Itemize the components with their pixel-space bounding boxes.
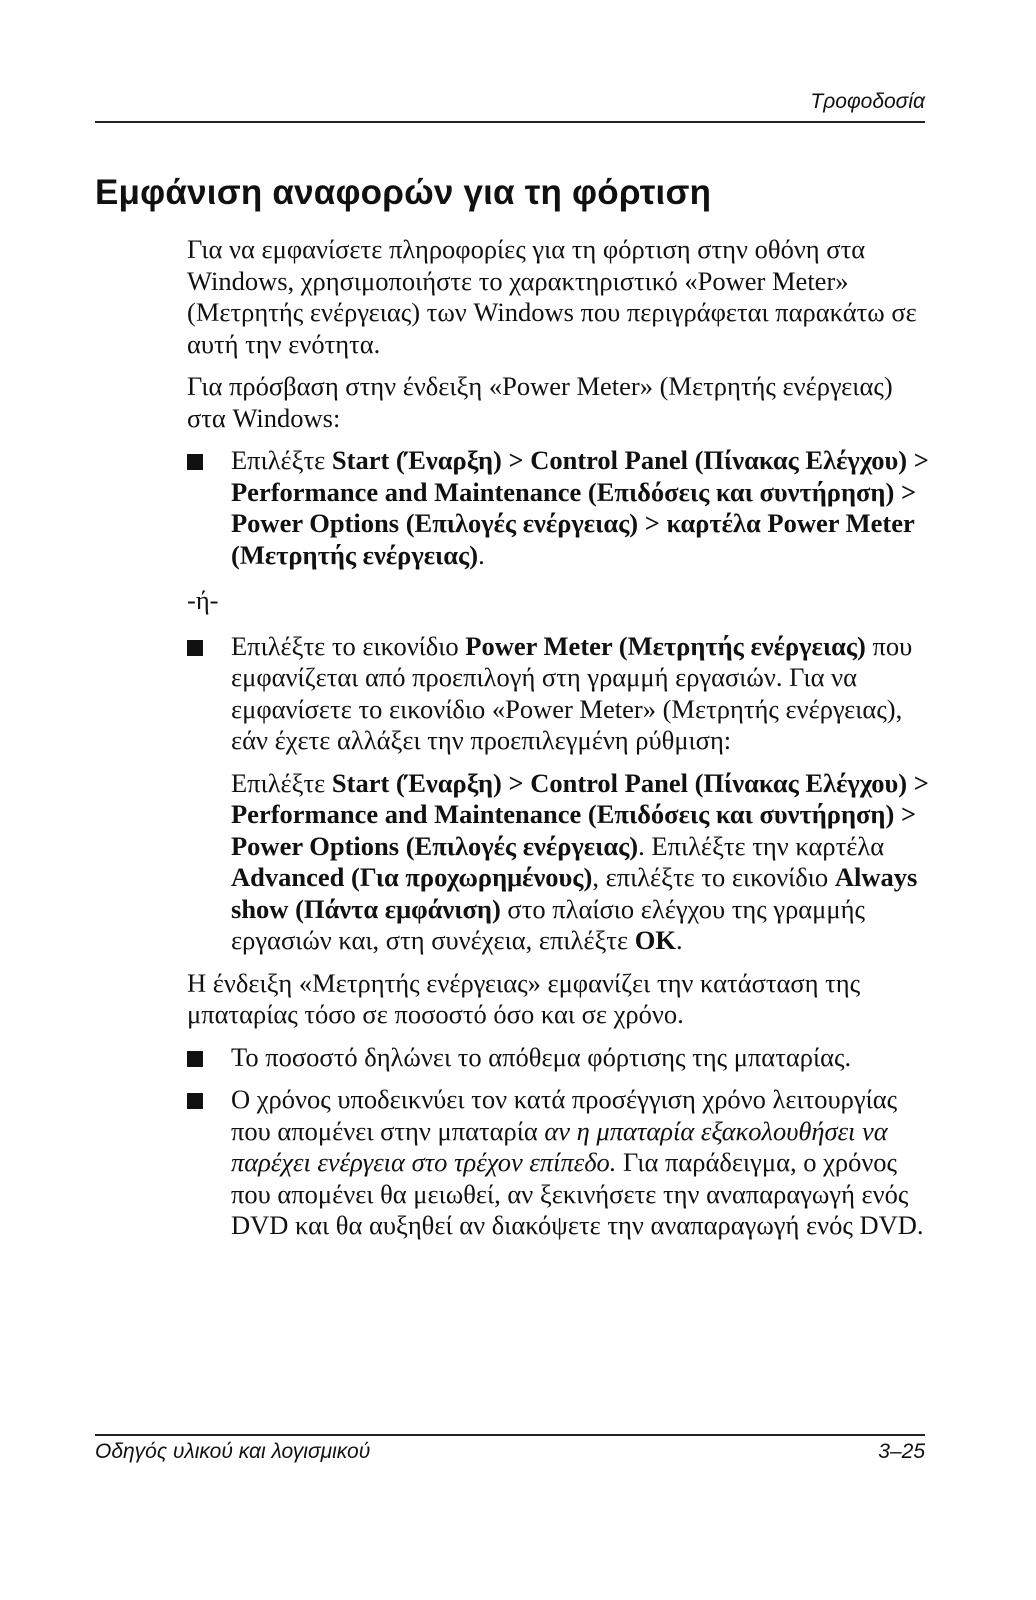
body-text — [187, 234, 932, 1242]
bullet-item-start-menu: Επιλέξτε Start (Έναρξη) > Control Panel (Πίνακας Ελέγχου) > Performance and Maintenance (Επιδόσεις και συντήρηση) > Power Options (Επιλογές ενέργειας) > καρτέλα Power Meter (Μετρητής ενέργειας). — [187, 445, 932, 571]
square-bullet-icon — [187, 640, 203, 656]
menu-path-control-panel: Control Panel (Πίνακας Ελέγχου) — [530, 445, 908, 475]
bullet-item-percentage: Το ποσοστό δηλώνει το απόθεμα φόρτισης της μπαταρίας. — [187, 1042, 932, 1074]
italic-condition: αν η μπαταρία εξακολουθήσει να παρέχει ενέργεια στο τρέχον επίπεδο. — [231, 1115, 888, 1177]
status-paragraph: Η ένδειξη «Μετρητής ενέργειας» εμφανίζει την κατάσταση της μπαταρίας τόσο σε ποσοστό όσο και σε χρόνο. — [187, 967, 861, 1029]
power-meter-icon-label: Power Meter (Μετρητής ενέργειας) — [465, 630, 866, 661]
menu-path-power-options: Power Options (Επιλογές ενέργειας) — [231, 508, 639, 538]
bullet-item-taskbar-icon: Επιλέξτε το εικονίδιο Power Meter (Μετρητής ενέργειας) που εμφανίζεται από προεπιλογή στη γραμμή εργασιών. Για να εμφανίσετε το εικονίδιο «Power Meter» (Μετρητής ενέργειας), εάν έχετε αλλάξει την προεπιλεγμένη ρύθμιση: — [187, 631, 932, 757]
bullet-item-time: Ο χρόνος υποδεικνύει τον κατά προσέγγιση χρόνο λειτουργίας που απομένει στην μπαταρία αν η μπαταρία εξακολουθήσει να παρέχει ενέργεια στο τρέχον επίπεδο. Για παράδειγμα, ο χρόνος που απομένει θα μειωθεί, αν ξεκινήσετε την αναπαραγωγή ενός DVD και θα αυξηθεί αν διακόψετε την αναπαραγωγή ενός DVD. — [187, 1084, 932, 1242]
menu-path-start: Start (Έναρξη) — [331, 445, 502, 475]
header-rule — [95, 121, 925, 123]
ok-label: OK — [634, 925, 676, 955]
footer-manual-title: Οδηγός υλικού και λογισμικού — [95, 1440, 371, 1463]
square-bullet-icon — [187, 1051, 203, 1067]
advanced-tab-label: Advanced (Για προχωρημένους) — [231, 862, 593, 892]
menu-path-power-meter-tab: καρτέλα Power Meter (Μετρητής ενέργειας) — [231, 508, 915, 570]
menu-path-performance: Performance and Maintenance (Επιδόσεις και συντήρηση) — [231, 476, 895, 507]
sub-instructions: Επιλέξτε Start (Έναρξη) > Control Panel (Πίνακας Ελέγχου) > Performance and Maintenance (Επιδόσεις και συντήρηση) > Power Options (Επιλογές ενέργειας). Επιλέξτε την καρτέλα Advanced (Για προχωρημένους), επιλέξτε το εικονίδιο Always show (Πάντα εμφάνιση) στο πλαίσιο ελέγχου της γραμμής εργασιών και, στη συνέχεια, επιλέξτε OK. — [231, 767, 929, 955]
intro-paragraph: Για να εμφανίσετε πληροφορίες για τη φόρτιση στην οθόνη στα Windows, χρησιμοποιήστε το χαρακτηριστικό «Power Meter» (Μετρητής ενέργειας) των Windows που περιγράφεται παρακάτω σε αυτή την ενότητα. — [187, 234, 917, 359]
page-number: 3–25 — [878, 1440, 925, 1463]
running-head: Τροφοδοσία — [810, 90, 925, 113]
section-title: Εμφάνιση αναφορών για τη φόρτιση — [95, 173, 712, 212]
square-bullet-icon — [187, 454, 203, 470]
always-show-label: Always show (Πάντα εμφάνιση) — [231, 862, 918, 924]
footer-rule — [95, 1434, 925, 1436]
access-paragraph: Για πρόσβαση στην ένδειξη «Power Meter» (Μετρητής ενέργειας) στα Windows: — [187, 371, 893, 433]
or-separator: -ή- — [187, 585, 219, 615]
square-bullet-icon — [187, 1093, 203, 1109]
